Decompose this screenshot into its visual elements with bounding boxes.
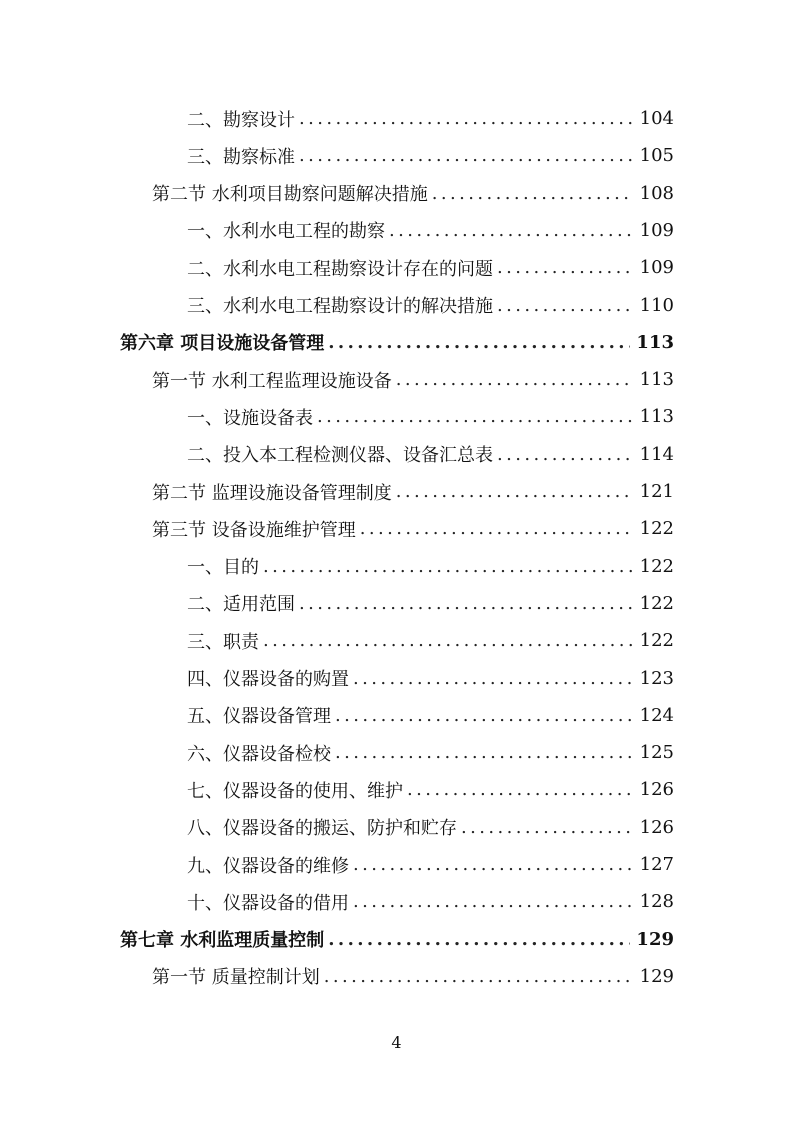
toc-page-number: 122	[639, 555, 674, 577]
toc-leader-dots	[317, 406, 634, 427]
toc-leader-dots	[407, 779, 634, 800]
toc-page-number: 125	[639, 742, 674, 764]
toc-title: 第一节 水利工程监理设施设备	[152, 370, 392, 392]
toc-page-number: 113	[639, 406, 674, 428]
toc-title: 一、水利水电工程的勘察	[187, 221, 385, 243]
toc-subsection	[187, 100, 674, 137]
toc-page-number: 128	[639, 891, 674, 913]
toc-page-number: 108	[639, 182, 674, 204]
toc-title: 第三节 设备设施维护管理	[152, 519, 356, 541]
toc-title: 十、仪器设备的借用	[187, 892, 349, 914]
toc-title: 三、水利水电工程勘察设计的解决措施	[187, 296, 493, 317]
toc-leader-dots	[353, 668, 634, 689]
toc-subsection	[187, 660, 674, 697]
toc-section	[152, 473, 674, 510]
toc-page-number: 113	[636, 331, 674, 353]
toc-page-number: 127	[639, 854, 674, 875]
toc-leader-dots	[461, 817, 634, 838]
toc-title: 第六章 项目设施设备管理	[120, 333, 325, 355]
toc-page-number: 122	[639, 630, 674, 652]
toc-subsection	[187, 697, 674, 734]
toc-title: 第二节 水利项目勘察问题解决措施	[152, 184, 428, 206]
toc-page-number: 105	[639, 145, 674, 167]
toc-section	[152, 361, 674, 398]
toc-page-number: 114	[639, 443, 674, 465]
toc-leader-dots	[432, 183, 634, 204]
toc-subsection	[187, 436, 674, 473]
toc-page-number: 124	[639, 704, 674, 726]
toc-page-number: 110	[639, 294, 674, 316]
toc-leader-dots	[324, 966, 634, 987]
toc-page-number: 104	[639, 108, 674, 129]
toc-leader-dots	[299, 108, 634, 129]
toc-leader-dots	[396, 369, 634, 390]
toc-chapter	[120, 921, 674, 958]
toc-page-number: 109	[639, 257, 674, 279]
toc-title: 一、设施设备表	[187, 407, 313, 429]
toc-page-number: 121	[639, 481, 674, 502]
toc-leader-dots	[328, 332, 630, 353]
toc-leader-dots	[263, 556, 634, 577]
toc-chapter	[120, 324, 674, 361]
toc-leader-dots	[299, 593, 634, 614]
toc-section	[152, 958, 674, 995]
toc-title: 七、仪器设备的使用、维护	[187, 780, 403, 802]
toc-leader-dots	[396, 481, 634, 502]
toc-page-number: 123	[639, 667, 674, 689]
toc-subsection	[187, 771, 674, 808]
toc-title: 四、仪器设备的购置	[187, 669, 349, 690]
toc-title: 三、勘察标准	[187, 146, 295, 168]
toc-title: 九、仪器设备的维修	[187, 855, 349, 877]
toc-subsection	[187, 734, 674, 771]
toc-title: 第七章 水利监理质量控制	[120, 930, 325, 952]
toc-leader-dots	[328, 929, 630, 950]
toc-title: 五、仪器设备管理	[187, 706, 331, 728]
toc-subsection	[187, 249, 674, 286]
toc-leader-dots	[335, 742, 634, 763]
toc-title: 六、仪器设备检校	[187, 743, 331, 765]
toc-subsection	[187, 212, 674, 249]
toc-title: 二、勘察设计	[187, 109, 295, 131]
toc-title: 第一节 质量控制计划	[152, 967, 320, 989]
toc-leader-dots	[497, 444, 634, 465]
toc-title: 二、投入本工程检测仪器、设备汇总表	[187, 445, 493, 467]
toc-subsection	[187, 287, 674, 324]
toc-leader-dots	[389, 220, 634, 241]
toc-title: 第二节 监理设施设备管理制度	[152, 482, 392, 504]
toc-title: 二、水利水电工程勘察设计存在的问题	[187, 258, 493, 280]
toc-leader-dots	[335, 705, 634, 726]
toc-title: 一、目的	[187, 557, 259, 579]
toc-leader-dots	[353, 854, 634, 875]
toc-title: 八、仪器设备的搬运、防护和贮存	[187, 818, 457, 840]
toc-leader-dots	[497, 257, 634, 278]
toc-subsection	[187, 398, 674, 435]
toc-page-number: 129	[639, 965, 674, 987]
toc-leader-dots	[353, 891, 634, 912]
toc-subsection	[187, 883, 674, 920]
toc-page-number: 129	[636, 928, 674, 950]
toc-subsection	[187, 622, 674, 659]
toc-title: 三、职责	[187, 631, 259, 653]
toc-page-number: 113	[639, 369, 674, 391]
toc-page-number: 122	[639, 518, 674, 540]
toc-page-number: 126	[639, 816, 674, 838]
toc-subsection	[187, 548, 674, 585]
toc-page-number: 109	[639, 219, 674, 241]
toc-subsection	[187, 809, 674, 846]
toc-leader-dots	[497, 295, 634, 316]
toc-leader-dots	[299, 145, 634, 166]
toc-leader-dots	[360, 518, 634, 539]
page-number: 4	[391, 1033, 402, 1052]
toc-subsection	[187, 585, 674, 622]
toc-page-number: 126	[639, 779, 674, 801]
toc-subsection	[187, 846, 674, 883]
toc-title: 二、适用范围	[187, 594, 295, 616]
toc-leader-dots	[263, 630, 634, 651]
toc-page-number: 122	[639, 592, 674, 614]
toc-subsection	[187, 137, 674, 174]
toc-section	[152, 510, 674, 547]
toc-section	[152, 175, 674, 212]
